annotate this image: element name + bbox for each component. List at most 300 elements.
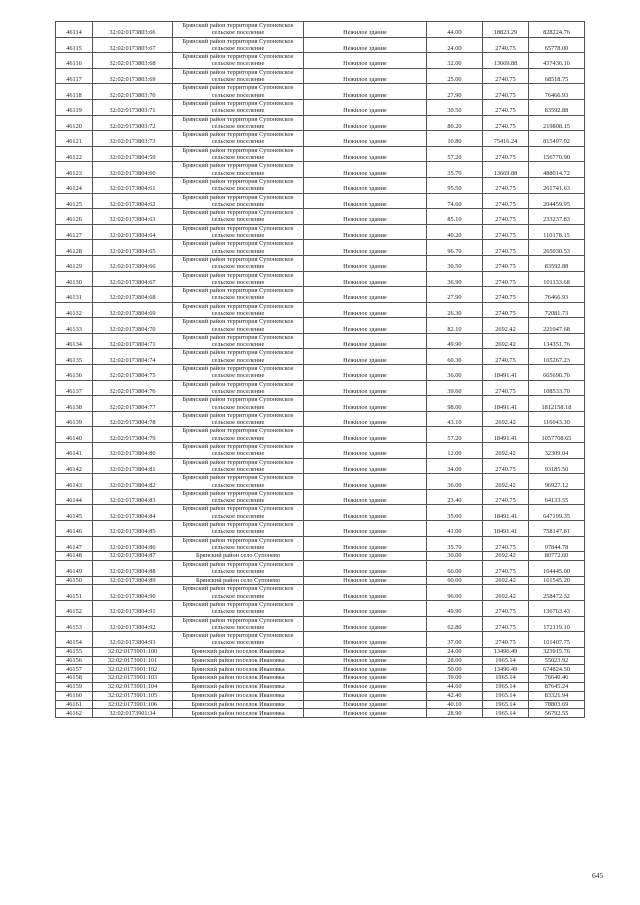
area-cell: 25.00: [427, 68, 483, 84]
cadastral-value-cell: 323915.76: [529, 647, 585, 656]
cadastral-number-cell: 32:02:0173803:68: [93, 53, 173, 69]
object-type-cell: Нежилое здание: [304, 616, 427, 632]
area-cell: 39.00: [427, 674, 483, 683]
table-body: [56, 22, 585, 718]
row-number-cell: 46151: [56, 585, 93, 601]
object-type-cell: Нежилое здание: [304, 177, 427, 193]
area-cell: 42.40: [427, 691, 483, 700]
specific-value-cell: 2740.75: [483, 193, 529, 209]
cadastral-number-cell: 32:02:0173804:79: [93, 427, 173, 443]
row-number-cell: 46158: [56, 674, 93, 683]
cadastral-number-cell: 32:02:0173804:85: [93, 521, 173, 537]
cadastral-value-cell: 72081.73: [529, 302, 585, 318]
cadastral-value-cell: 437436.16: [529, 53, 585, 69]
object-type-cell: Нежилое здание: [304, 53, 427, 69]
specific-value-cell: 13669.88: [483, 53, 529, 69]
address-cell: Брянский район территория Супоневское сельское поселение: [173, 84, 304, 100]
object-type-cell: Нежилое здание: [304, 224, 427, 240]
address-cell: Брянский район территория Супоневское сельское поселение: [173, 632, 304, 648]
cadastral-number-cell: 32:02:0173804:71: [93, 333, 173, 349]
row-number-cell: 46160: [56, 691, 93, 700]
area-cell: 49.90: [427, 333, 483, 349]
address-cell: Брянский район территория Супоневское сельское поселение: [173, 560, 304, 576]
object-type-cell: Нежилое здание: [304, 146, 427, 162]
cadastral-value-cell: 76466.93: [529, 84, 585, 100]
object-type-cell: Нежилое здание: [304, 37, 427, 53]
specific-value-cell: 2740.75: [483, 458, 529, 474]
table-row: [56, 489, 585, 505]
specific-value-cell: 13496.49: [483, 665, 529, 674]
cadastral-value-cell: 1812158.18: [529, 396, 585, 412]
area-cell: 96.00: [427, 585, 483, 601]
area-cell: 40.20: [427, 224, 483, 240]
area-cell: 30.50: [427, 99, 483, 115]
page-number: 645: [592, 871, 604, 880]
row-number-cell: 46137: [56, 380, 93, 396]
specific-value-cell: 2740.75: [483, 287, 529, 303]
specific-value-cell: 2740.75: [483, 224, 529, 240]
cadastral-value-cell: 665690.76: [529, 365, 585, 381]
object-type-cell: Нежилое здание: [304, 115, 427, 131]
cadastral-value-cell: 101133.68: [529, 271, 585, 287]
area-cell: 35.00: [427, 505, 483, 521]
address-cell: Брянский район поселок Ивановка: [173, 691, 304, 700]
specific-value-cell: 2740.75: [483, 536, 529, 552]
specific-value-cell: 18491.41: [483, 396, 529, 412]
row-number-cell: 46121: [56, 131, 93, 147]
specific-value-cell: 2692.42: [483, 474, 529, 490]
address-cell: Брянский район территория Супоневское сельское поселение: [173, 193, 304, 209]
area-cell: 30.50: [427, 255, 483, 271]
table-row: [56, 411, 585, 427]
cadastral-number-cell: 32:02:0173804:64: [93, 224, 173, 240]
row-number-cell: 46132: [56, 302, 93, 318]
cadastral-number-cell: 32:02:0173804:86: [93, 536, 173, 552]
table-row: [56, 458, 585, 474]
cadastral-value-cell: 65778.00: [529, 37, 585, 53]
area-cell: 34.00: [427, 458, 483, 474]
cadastral-number-cell: 32:02:0173901:100: [93, 647, 173, 656]
cadastral-value-cell: 204459.95: [529, 193, 585, 209]
cadastral-value-cell: 221047.68: [529, 318, 585, 334]
table-row: [56, 674, 585, 683]
table-row: [56, 505, 585, 521]
specific-value-cell: 2692.42: [483, 576, 529, 585]
area-cell: 28.90: [427, 709, 483, 718]
area-cell: 41.00: [427, 521, 483, 537]
address-cell: Брянский район территория Супоневское сельское поселение: [173, 115, 304, 131]
table-row: [56, 193, 585, 209]
row-number-cell: 46157: [56, 665, 93, 674]
address-cell: Брянский район территория Супоневское сельское поселение: [173, 53, 304, 69]
specific-value-cell: 2740.75: [483, 302, 529, 318]
cadastral-value-cell: 87645.24: [529, 682, 585, 691]
cadastral-value-cell: 64133.55: [529, 489, 585, 505]
area-cell: 27.90: [427, 84, 483, 100]
table-row: [56, 177, 585, 193]
object-type-cell: Нежилое здание: [304, 240, 427, 256]
specific-value-cell: 2740.75: [483, 240, 529, 256]
address-cell: Брянский район территория Супоневское сельское поселение: [173, 287, 304, 303]
row-number-cell: 46128: [56, 240, 93, 256]
specific-value-cell: 1965.14: [483, 709, 529, 718]
specific-value-cell: 13496.49: [483, 647, 529, 656]
row-number-cell: 46159: [56, 682, 93, 691]
cadastral-value-cell: 758147.81: [529, 521, 585, 537]
cadastral-value-cell: 108533.70: [529, 380, 585, 396]
cadastral-number-cell: 32:02:0173804:66: [93, 255, 173, 271]
object-type-cell: Нежилое здание: [304, 22, 427, 38]
cadastral-value-cell: 56792.55: [529, 709, 585, 718]
address-cell: Брянский район территория Супоневское сельское поселение: [173, 240, 304, 256]
cadastral-value-cell: 219808.15: [529, 115, 585, 131]
area-cell: 95.50: [427, 177, 483, 193]
specific-value-cell: 2740.75: [483, 115, 529, 131]
specific-value-cell: 2740.75: [483, 349, 529, 365]
cadastral-number-cell: 32:02:0173804:65: [93, 240, 173, 256]
object-type-cell: Нежилое здание: [304, 271, 427, 287]
row-number-cell: 46154: [56, 632, 93, 648]
cadastral-number-cell: 32:02:0173804:88: [93, 560, 173, 576]
area-cell: 80.20: [427, 115, 483, 131]
specific-value-cell: 1965.14: [483, 674, 529, 683]
specific-value-cell: 2740.75: [483, 68, 529, 84]
object-type-cell: Нежилое здание: [304, 647, 427, 656]
row-number-cell: 46118: [56, 84, 93, 100]
row-number-cell: 46141: [56, 443, 93, 459]
cadastral-number-cell: 32:02:0173804:62: [93, 193, 173, 209]
row-number-cell: 46122: [56, 146, 93, 162]
cadastral-number-cell: 32:02:0173804:75: [93, 365, 173, 381]
cadastral-value-cell: 76466.93: [529, 287, 585, 303]
address-cell: Брянский район территория Супоневское сельское поселение: [173, 489, 304, 505]
cadastral-value-cell: 815497.02: [529, 131, 585, 147]
row-number-cell: 46146: [56, 521, 93, 537]
address-cell: Брянский район территория Супоневское сельское поселение: [173, 365, 304, 381]
table-row: [56, 240, 585, 256]
cadastral-value-cell: 134351.76: [529, 333, 585, 349]
object-type-cell: Нежилое здание: [304, 396, 427, 412]
specific-value-cell: 18491.41: [483, 427, 529, 443]
cadastral-number-cell: 32:02:0173804:81: [93, 458, 173, 474]
table-row: [56, 616, 585, 632]
cadastral-value-cell: 674824.50: [529, 665, 585, 674]
table-row: [56, 474, 585, 490]
address-cell: Брянский район территория Супоневское сельское поселение: [173, 162, 304, 178]
cadastral-number-cell: 32:02:0173804:92: [93, 616, 173, 632]
row-number-cell: 46135: [56, 349, 93, 365]
row-number-cell: 46152: [56, 600, 93, 616]
area-cell: 35.70: [427, 162, 483, 178]
row-number-cell: 46133: [56, 318, 93, 334]
table-row: [56, 443, 585, 459]
cadastral-number-cell: 32:02:0173901:34: [93, 709, 173, 718]
address-cell: Брянский район территория Супоневское сельское поселение: [173, 396, 304, 412]
object-type-cell: Нежилое здание: [304, 585, 427, 601]
row-number-cell: 46131: [56, 287, 93, 303]
object-type-cell: Нежилое здание: [304, 709, 427, 718]
cadastral-value-cell: 233237.83: [529, 209, 585, 225]
address-cell: Брянский район территория Супоневское сельское поселение: [173, 349, 304, 365]
cadastral-value-cell: 32309.04: [529, 443, 585, 459]
specific-value-cell: 2740.75: [483, 489, 529, 505]
table-row: [56, 287, 585, 303]
area-cell: 28.00: [427, 656, 483, 665]
cadastral-value-cell: 83592.88: [529, 99, 585, 115]
specific-value-cell: 18823.29: [483, 22, 529, 38]
area-cell: 60.00: [427, 560, 483, 576]
cadastral-number-cell: 32:02:0173804:83: [93, 489, 173, 505]
address-cell: Брянский район территория Супоневское сельское поселение: [173, 318, 304, 334]
address-cell: Брянский район территория Супоневское сельское поселение: [173, 333, 304, 349]
cadastral-number-cell: 32:02:0173804:77: [93, 396, 173, 412]
cadastral-number-cell: 32:02:0173804:91: [93, 600, 173, 616]
specific-value-cell: 2740.75: [483, 255, 529, 271]
cadastral-number-cell: 32:02:0173804:80: [93, 443, 173, 459]
object-type-cell: Нежилое здание: [304, 380, 427, 396]
cadastral-value-cell: 68518.75: [529, 68, 585, 84]
cadastral-value-cell: 161545.20: [529, 576, 585, 585]
row-number-cell: 46117: [56, 68, 93, 84]
object-type-cell: Нежилое здание: [304, 427, 427, 443]
table-row: [56, 224, 585, 240]
object-type-cell: Нежилое здание: [304, 349, 427, 365]
cadastral-value-cell: 156770.90: [529, 146, 585, 162]
object-type-cell: Нежилое здание: [304, 700, 427, 709]
object-type-cell: Нежилое здание: [304, 131, 427, 147]
address-cell: Брянский район территория Супоневское сельское поселение: [173, 209, 304, 225]
area-cell: 39.60: [427, 380, 483, 396]
table-row: [56, 333, 585, 349]
cadastral-number-cell: 32:02:0173901:102: [93, 665, 173, 674]
address-cell: Брянский район территория Супоневское сельское поселение: [173, 271, 304, 287]
cadastral-value-cell: 97844.78: [529, 536, 585, 552]
object-type-cell: Нежилое здание: [304, 365, 427, 381]
cadastral-number-cell: 32:02:0173804:60: [93, 162, 173, 178]
object-type-cell: Нежилое здание: [304, 474, 427, 490]
address-cell: Брянский район территория Супоневское сельское поселение: [173, 600, 304, 616]
specific-value-cell: 2740.75: [483, 209, 529, 225]
table-row: [56, 68, 585, 84]
area-cell: 57.20: [427, 427, 483, 443]
cadastral-number-cell: 32:02:0173901:103: [93, 674, 173, 683]
cadastral-value-cell: 265030.53: [529, 240, 585, 256]
area-cell: 35.70: [427, 536, 483, 552]
table-row: [56, 99, 585, 115]
address-cell: Брянский район территория Супоневское сельское поселение: [173, 521, 304, 537]
cadastral-number-cell: 32:02:0173901:105: [93, 691, 173, 700]
cadastral-number-cell: 32:02:0173804:78: [93, 411, 173, 427]
area-cell: 43.10: [427, 411, 483, 427]
row-number-cell: 46120: [56, 115, 93, 131]
specific-value-cell: 18491.41: [483, 521, 529, 537]
cadastral-number-cell: 32:02:0173804:90: [93, 585, 173, 601]
row-number-cell: 46129: [56, 255, 93, 271]
cadastral-number-cell: 32:02:0173804:59: [93, 146, 173, 162]
row-number-cell: 46145: [56, 505, 93, 521]
cadastral-number-cell: 32:02:0173803:69: [93, 68, 173, 84]
table-row: [56, 271, 585, 287]
row-number-cell: 46142: [56, 458, 93, 474]
table-row: [56, 22, 585, 38]
row-number-cell: 46134: [56, 333, 93, 349]
specific-value-cell: 1965.14: [483, 700, 529, 709]
specific-value-cell: 2740.75: [483, 84, 529, 100]
specific-value-cell: 2740.75: [483, 616, 529, 632]
address-cell: Брянский район территория Супоневское сельское поселение: [173, 99, 304, 115]
address-cell: Брянский район территория Супоневское сельское поселение: [173, 458, 304, 474]
cadastral-value-cell: 1057708.65: [529, 427, 585, 443]
table-row: [56, 396, 585, 412]
cadastral-value-cell: 55023.92: [529, 656, 585, 665]
object-type-cell: Нежилое здание: [304, 255, 427, 271]
object-type-cell: Нежилое здание: [304, 411, 427, 427]
cadastral-value-cell: 93185.50: [529, 458, 585, 474]
cadastral-number-cell: 32:02:0173804:87: [93, 552, 173, 561]
table-row: [56, 365, 585, 381]
row-number-cell: 46114: [56, 22, 93, 38]
cadastral-number-cell: 32:02:0173804:82: [93, 474, 173, 490]
cadastral-number-cell: 32:02:0173804:84: [93, 505, 173, 521]
table-row: [56, 255, 585, 271]
address-cell: Брянский район территория Супоневское сельское поселение: [173, 146, 304, 162]
table-row: [56, 682, 585, 691]
area-cell: 60.30: [427, 349, 483, 365]
specific-value-cell: 2692.42: [483, 333, 529, 349]
object-type-cell: Нежилое здание: [304, 600, 427, 616]
cadastral-number-cell: 32:02:0173803:66: [93, 22, 173, 38]
area-cell: 82.10: [427, 318, 483, 334]
object-type-cell: Нежилое здание: [304, 318, 427, 334]
area-cell: 12.00: [427, 443, 483, 459]
area-cell: 30.00: [427, 552, 483, 561]
address-cell: Брянский район поселок Ивановка: [173, 656, 304, 665]
specific-value-cell: 1965.14: [483, 656, 529, 665]
cadastral-value-table: [55, 21, 585, 718]
table-row: [56, 700, 585, 709]
table-row: [56, 709, 585, 718]
address-cell: Брянский район территория Супоневское сельское поселение: [173, 411, 304, 427]
specific-value-cell: 2692.42: [483, 585, 529, 601]
specific-value-cell: 75416.24: [483, 131, 529, 147]
area-cell: 24.00: [427, 647, 483, 656]
table-row: [56, 427, 585, 443]
object-type-cell: Нежилое здание: [304, 99, 427, 115]
cadastral-value-cell: 647199.35: [529, 505, 585, 521]
object-type-cell: Нежилое здание: [304, 84, 427, 100]
area-cell: 26.30: [427, 302, 483, 318]
cadastral-value-cell: 828224.76: [529, 22, 585, 38]
address-cell: Брянский район территория Супоневское сельское поселение: [173, 505, 304, 521]
specific-value-cell: 2740.75: [483, 271, 529, 287]
table-row: [56, 84, 585, 100]
specific-value-cell: 2692.42: [483, 443, 529, 459]
area-cell: 57.20: [427, 146, 483, 162]
cadastral-number-cell: 32:02:0173803:73: [93, 131, 173, 147]
row-number-cell: 46130: [56, 271, 93, 287]
cadastral-number-cell: 32:02:0173803:72: [93, 115, 173, 131]
table-row: [56, 115, 585, 131]
row-number-cell: 46155: [56, 647, 93, 656]
specific-value-cell: 18491.41: [483, 505, 529, 521]
address-cell: Брянский район территория Супоневское сельское поселение: [173, 302, 304, 318]
object-type-cell: Нежилое здание: [304, 552, 427, 561]
cadastral-value-cell: 76640.46: [529, 674, 585, 683]
address-cell: Брянский район территория Супоневское сельское поселение: [173, 536, 304, 552]
address-cell: Брянский район территория Супоневское сельское поселение: [173, 131, 304, 147]
object-type-cell: Нежилое здание: [304, 489, 427, 505]
row-number-cell: 46156: [56, 656, 93, 665]
specific-value-cell: 2740.75: [483, 632, 529, 648]
table-row: [56, 380, 585, 396]
specific-value-cell: 1965.14: [483, 682, 529, 691]
address-cell: Брянский район территория Супоневское сельское поселение: [173, 255, 304, 271]
address-cell: Брянский район территория Супоневское сельское поселение: [173, 224, 304, 240]
cadastral-number-cell: 32:02:0173804:93: [93, 632, 173, 648]
row-number-cell: 46119: [56, 99, 93, 115]
object-type-cell: Нежилое здание: [304, 536, 427, 552]
cadastral-number-cell: 32:02:0173804:89: [93, 576, 173, 585]
object-type-cell: Нежилое здание: [304, 443, 427, 459]
cadastral-number-cell: 32:02:0173901:106: [93, 700, 173, 709]
table-row: [56, 665, 585, 674]
address-cell: Брянский район поселок Ивановка: [173, 709, 304, 718]
address-cell: Брянский район территория Супоневское сельское поселение: [173, 380, 304, 396]
row-number-cell: 46147: [56, 536, 93, 552]
area-cell: 36.00: [427, 365, 483, 381]
row-number-cell: 46153: [56, 616, 93, 632]
specific-value-cell: 2740.75: [483, 600, 529, 616]
cadastral-number-cell: 32:02:0173804:74: [93, 349, 173, 365]
table-row: [56, 560, 585, 576]
address-cell: Брянский район территория Супоневское сельское поселение: [173, 177, 304, 193]
object-type-cell: Нежилое здание: [304, 287, 427, 303]
object-type-cell: Нежилое здание: [304, 68, 427, 84]
cadastral-number-cell: 32:02:0173804:76: [93, 380, 173, 396]
address-cell: Брянский район территория Супоневское сельское поселение: [173, 68, 304, 84]
cadastral-number-cell: 32:02:0173803:70: [93, 84, 173, 100]
object-type-cell: Нежилое здание: [304, 674, 427, 683]
table-row: [56, 691, 585, 700]
area-cell: 50.00: [427, 665, 483, 674]
row-number-cell: 46126: [56, 209, 93, 225]
area-cell: 37.00: [427, 632, 483, 648]
cadastral-value-cell: 101407.75: [529, 632, 585, 648]
object-type-cell: Нежилое здание: [304, 691, 427, 700]
address-cell: Брянский район территория Супоневское сельское поселение: [173, 22, 304, 38]
object-type-cell: Нежилое здание: [304, 682, 427, 691]
table-row: [56, 632, 585, 648]
row-number-cell: 46136: [56, 365, 93, 381]
object-type-cell: Нежилое здание: [304, 193, 427, 209]
address-cell: Брянский район территория Супоневское сельское поселение: [173, 474, 304, 490]
object-type-cell: Нежилое здание: [304, 302, 427, 318]
address-cell: Брянский район село Супонево: [173, 576, 304, 585]
specific-value-cell: 13669.88: [483, 162, 529, 178]
row-number-cell: 46144: [56, 489, 93, 505]
area-cell: 36.90: [427, 271, 483, 287]
row-number-cell: 46116: [56, 53, 93, 69]
cadastral-number-cell: 32:02:0173804:68: [93, 287, 173, 303]
cadastral-value-cell: 165267.23: [529, 349, 585, 365]
address-cell: Брянский район поселок Ивановка: [173, 700, 304, 709]
row-number-cell: 46124: [56, 177, 93, 193]
table-row: [56, 521, 585, 537]
cadastral-value-cell: 80772.60: [529, 552, 585, 561]
table-row: [56, 349, 585, 365]
area-cell: 40.10: [427, 700, 483, 709]
table-row: [56, 656, 585, 665]
